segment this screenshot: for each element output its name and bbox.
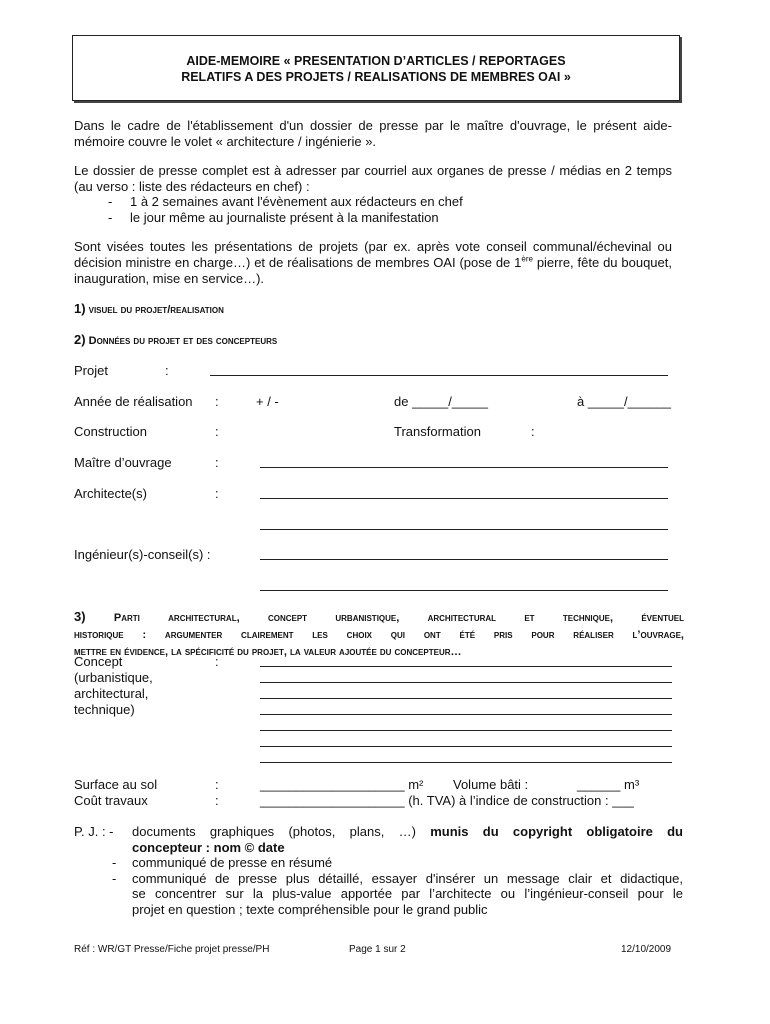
document-title-line1: AIDE-MEMOIRE « PRESENTATION D’ARTICLES / REPORTAGES (186, 54, 566, 68)
pj-item-1-line1 (132, 824, 683, 840)
intro-paragraph-3 (74, 239, 672, 287)
projet-label: Projet (74, 363, 108, 378)
section-2-heading (74, 332, 277, 349)
pj-item-2: communiqué de presse en résumé (132, 855, 333, 870)
pj-item-3-line3: projet en question ; texte compréhensible pour le grand public (132, 902, 488, 917)
section-3-title-line3: mettre en évidence, la spécificité du projet, la valeur ajoutée du concepteur… (74, 646, 462, 658)
pj-item-3-line1: communiqué de presse plus détaillé, essayer d'insérer un message clair et didactique, (132, 871, 683, 886)
intro-p3-sup: ère (521, 254, 533, 264)
volume-field[interactable]: ______ m³ (577, 777, 640, 792)
section-3-heading (74, 608, 684, 661)
intro-bullet-2: le jour même au journaliste présent à la manifestation (130, 210, 439, 225)
concept-label-3: architectural, (74, 686, 149, 701)
concept-colon: : (215, 654, 219, 669)
projet-field-line[interactable] (210, 375, 668, 376)
concept-field-line[interactable] (260, 746, 672, 747)
concept-field-line[interactable] (260, 714, 672, 715)
concept-label-2: (urbanistique, (74, 670, 153, 685)
intro-p3-after: pierre, fête du bouquet, inauguration, mise en service…). (74, 255, 672, 286)
annee-a-field[interactable]: à _____/______ (577, 394, 671, 409)
maitre-ouvrage-field-line[interactable] (260, 467, 668, 468)
section-3-title-line1: Parti architectural, concept urbanistique, architectural et technique, éventuel (113, 612, 684, 624)
intro-p3-before: Sont visées toutes les présentations de projets (par ex. après vote conseil communal/échevinal ou décision ministre en charge…) et de réalisations de membres OAI (pose de 1 (74, 239, 672, 270)
maitre-ouvrage-label: Maître d’ouvrage (74, 455, 172, 470)
bullet-dash: - (108, 210, 113, 225)
intro-paragraph-2: Le dossier de presse complet est à adresser par courriel aux organes de presse / médias en 2 temps (au verso : liste des rédacteurs en chef) : (74, 163, 672, 194)
concept-field-line[interactable] (260, 698, 672, 699)
architecte-field-line-2[interactable] (260, 529, 668, 530)
intro-bullet-1: 1 à 2 semaines avant l'évènement aux rédacteurs en chef (130, 194, 463, 209)
section-1-number: 1) (74, 301, 86, 316)
section-2-number: 2) (74, 332, 86, 347)
construction-colon: : (215, 424, 219, 439)
pj-item-1-line2: concepteur : nom © date (132, 840, 285, 855)
concept-field-line[interactable] (260, 762, 672, 763)
architecte-field-line-1[interactable] (260, 498, 668, 499)
architecte-colon: : (215, 486, 219, 501)
concept-field-line[interactable] (260, 666, 672, 667)
ingenieur-field-line-2[interactable] (260, 590, 668, 591)
section-1-title: visuel du projet/realisation (88, 304, 224, 316)
cout-field[interactable]: ____________________ (h. TVA) à l’indice de construction : ___ (260, 793, 634, 808)
architecte-label: Architecte(s) (74, 486, 147, 501)
pj-label: P. J. : - (74, 824, 114, 839)
annee-label: Année de réalisation (74, 394, 193, 409)
volume-label: Volume bâti : (453, 777, 529, 792)
transformation-label: Transformation (394, 424, 481, 439)
annee-de-field[interactable]: de _____/_____ (394, 394, 488, 409)
cout-label: Coût travaux (74, 793, 148, 808)
document-title-box (72, 35, 680, 101)
concept-field-line[interactable] (260, 682, 672, 683)
footer-reference: Réf : WR/GT Presse/Fiche projet presse/PH (74, 944, 270, 955)
ingenieur-label: Ingénieur(s)-conseil(s) : (74, 547, 211, 562)
pj-dash: - (112, 855, 117, 870)
footer-page-number: Page 1 sur 2 (349, 944, 406, 955)
ingenieur-field-line-1[interactable] (260, 559, 668, 560)
section-3-heading-line1 (74, 608, 684, 627)
surface-field[interactable]: ____________________ m² (260, 777, 424, 792)
section-2-title: Données du projet et des concepteurs (88, 335, 278, 347)
pj-item-1-bold: munis du copyright obligatoire du (430, 824, 683, 839)
pj-item-3-line2: se concentrer sur la plus-value apportée par l’architecte ou l’ingénieur-conseil pour le (132, 886, 683, 901)
section-3-number: 3) (74, 609, 86, 624)
surface-label: Surface au sol (74, 777, 158, 792)
construction-label: Construction (74, 424, 147, 439)
bullet-dash: - (108, 194, 113, 209)
pj-dash: - (112, 871, 117, 886)
section-3-title-line2: historique : argumenter clairement les choix qui ont été pris pour réaliser l’ouvrage, (74, 629, 684, 641)
intro-paragraph-1: Dans le cadre de l'établissement d'un dossier de presse par le maître d'ouvrage, le présent aide-mémoire couvre le volet « architecture / ingénierie ». (74, 118, 672, 149)
surface-colon: : (215, 777, 219, 792)
annee-plus-minus: + / - (256, 394, 279, 409)
concept-label-4: technique) (74, 702, 135, 717)
pj-item-1-text: documents graphiques (photos, plans, …) (132, 824, 416, 839)
projet-colon: : (165, 363, 169, 378)
document-title-line2: RELATIFS A DES PROJETS / REALISATIONS DE MEMBRES OAI » (181, 70, 571, 84)
concept-field-line[interactable] (260, 730, 672, 731)
maitre-ouvrage-colon: : (215, 455, 219, 470)
footer-date: 12/10/2009 (621, 944, 672, 955)
cout-colon: : (215, 793, 219, 808)
section-1-heading (74, 301, 224, 318)
annee-colon: : (215, 394, 219, 409)
transformation-colon: : (531, 424, 535, 439)
concept-label-1: Concept (74, 654, 123, 669)
